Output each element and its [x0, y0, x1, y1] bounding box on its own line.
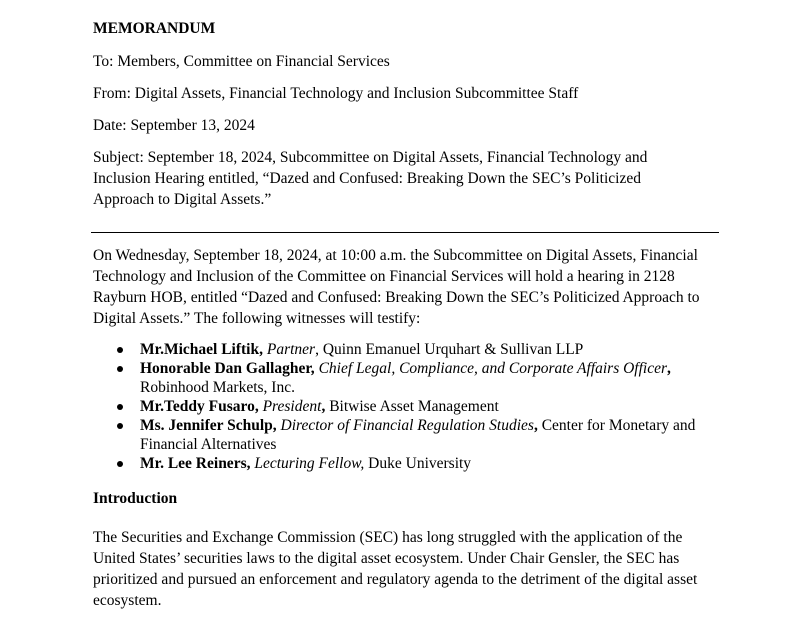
witness-org: Robinhood Markets, Inc.: [140, 379, 295, 396]
intro-paragraph: On Wednesday, September 18, 2024, at 10:00 a.m. the Subcommittee on Digital Assets, Financial Technology and Inclusion of the Committee on Financial Services will hold a hearing in 2128 Rayburn HOB, entitled “Dazed and Confused: Breaking Down the SEC’s Politicized Approach to Digital Assets.” The following witnesses will testify:: [93, 247, 700, 327]
bullet-icon: [117, 404, 123, 410]
witness-org: Bitwise Asset Management: [329, 398, 499, 415]
witness-title: Partner: [266, 341, 316, 358]
memo-from: From: Digital Assets, Financial Technology and Inclusion Subcommittee Staff: [93, 85, 579, 102]
memo-to: To: Members, Committee on Financial Services: [93, 53, 390, 70]
witness-name: Mr.Michael Liftik,: [140, 341, 263, 358]
bullet-icon: [117, 366, 123, 372]
bullet-icon: [117, 423, 123, 429]
witness-name: Ms. Jennifer Schulp,: [140, 417, 277, 434]
witness-list: [93, 340, 733, 473]
witness-item: [93, 359, 733, 397]
witness-item: [93, 340, 733, 359]
bullet-icon: [117, 461, 123, 467]
witness-title: Lecturing Fellow,: [254, 455, 365, 472]
witness-title: Chief Legal, Compliance, and Corporate Affairs Officer: [318, 360, 668, 377]
section-heading: Introduction: [93, 490, 178, 507]
divider-rule: [91, 232, 719, 233]
witness-org: Duke University: [368, 455, 472, 472]
bullet-icon: [117, 347, 123, 353]
witness-name: Mr.Teddy Fusaro,: [140, 398, 259, 415]
witness-item: [93, 454, 733, 473]
witness-title: President: [262, 398, 322, 415]
witness-title: Director of Financial Regulation Studies: [280, 417, 534, 434]
separator: ,: [315, 341, 323, 358]
memo-date: Date: September 13, 2024: [93, 117, 255, 134]
witness-item: [93, 416, 733, 454]
separator: ,: [667, 360, 671, 377]
memo-subject: Subject: September 18, 2024, Subcommittee on Digital Assets, Financial Technology and Inclusion Hearing entitled, “Dazed and Confused: Breaking Down the SEC’s Politicized Approach to Digital Assets.”: [93, 149, 648, 208]
witness-name: Mr. Lee Reiners,: [140, 455, 251, 472]
witness-org: Quinn Emanuel Urquhart & Sullivan LLP: [322, 341, 584, 358]
memo-title: MEMORANDUM: [93, 20, 216, 37]
witness-name: Honorable Dan Gallagher,: [140, 360, 315, 377]
separator: ,: [321, 398, 330, 415]
witness-item: [93, 397, 733, 416]
section-paragraph: The Securities and Exchange Commission (SEC) has long struggled with the application of the United States’ securities laws to the digital asset ecosystem. Under Chair Gensler, the SEC has prioritized and pursued an enforcement and regulatory agenda to the detriment of the digital asset ecosystem.: [93, 529, 698, 609]
separator: ,: [533, 417, 542, 434]
witness-org: Center for Monetary and Financial Alternatives: [140, 417, 696, 453]
